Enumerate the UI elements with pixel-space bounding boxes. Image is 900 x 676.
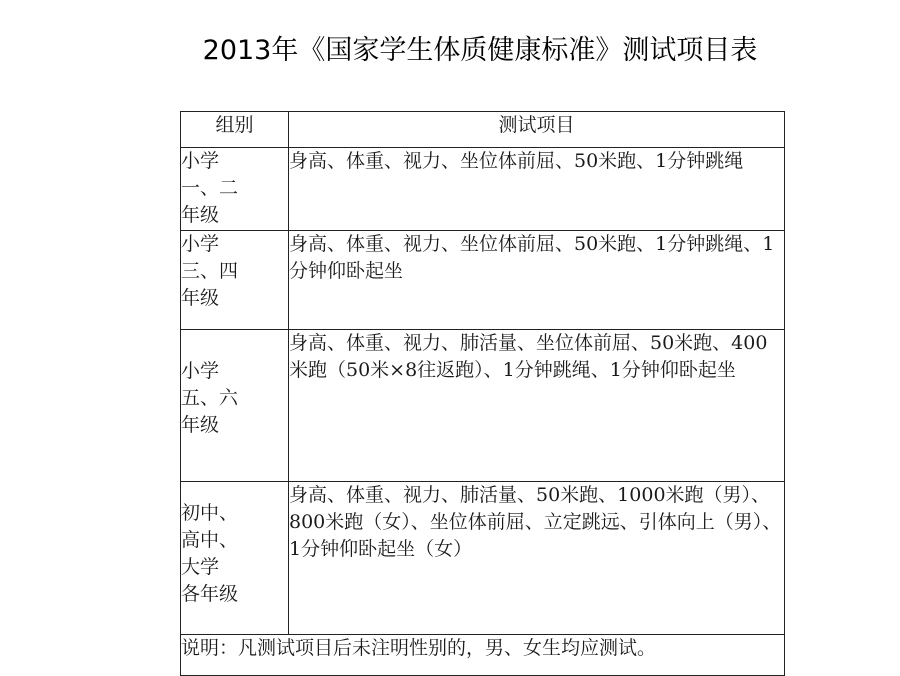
group-cell: [181, 330, 289, 482]
group-line: 初中、: [181, 502, 239, 524]
group-line: 年级: [181, 204, 220, 226]
group-cell: [181, 482, 289, 635]
note-row: [181, 635, 785, 676]
table-note: 说明：凡测试项目后未注明性别的，男、女生均应测试。: [181, 635, 785, 676]
table-row: [181, 482, 785, 635]
items-cell: 身高、体重、视力、坐位体前屈、50米跑、1分钟跳绳: [289, 148, 785, 231]
group-line: 一、二: [181, 177, 239, 199]
items-cell: 身高、体重、视力、肺活量、50米跑、1000米跑（男）、800米跑（女）、坐位体前屈、立定跳远、引体向上（男）、1分钟仰卧起坐（女）: [289, 482, 785, 635]
group-cell: [181, 231, 289, 330]
test-items-table: [180, 111, 785, 676]
table-row: [181, 231, 785, 330]
group-line: 三、四: [181, 260, 239, 282]
table-row: [181, 148, 785, 231]
group-line: 小学: [181, 150, 220, 172]
page-title: 2013年《国家学生体质健康标准》测试项目表: [202, 35, 758, 66]
group-line: 各年级: [181, 583, 239, 605]
table-header-row: [181, 112, 785, 148]
items-cell: 身高、体重、视力、坐位体前屈、50米跑、1分钟跳绳、1分钟仰卧起坐: [289, 231, 785, 330]
group-line: 高中、: [181, 529, 239, 551]
group-line: 五、六: [181, 387, 239, 409]
table-row: [181, 330, 785, 482]
group-line: 大学: [181, 556, 220, 578]
group-cell: [181, 148, 289, 231]
items-cell: 身高、体重、视力、肺活量、坐位体前屈、50米跑、400米跑（50米×8往返跑）、1分钟跳绳、1分钟仰卧起坐: [289, 330, 785, 482]
group-line: 小学: [181, 233, 220, 255]
group-line: 年级: [181, 414, 220, 436]
header-group: 组别: [181, 112, 289, 148]
group-line: 年级: [181, 287, 220, 309]
group-line: 小学: [181, 360, 220, 382]
header-items: 测试项目: [289, 112, 785, 148]
